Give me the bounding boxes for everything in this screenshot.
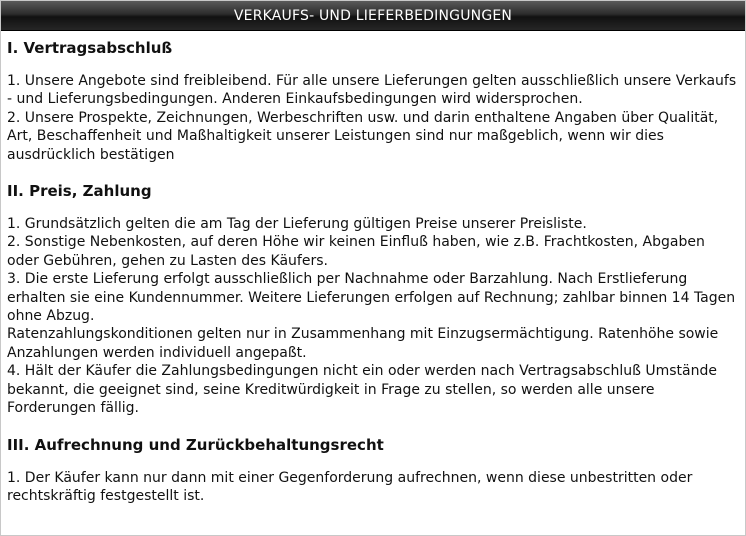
section-spacer <box>7 164 739 182</box>
title-bar <box>1 1 745 31</box>
document-title: VERKAUFS- UND LIEFERBEDINGUNGEN <box>233 7 513 24</box>
paragraph: 2. Sonstige Nebenkosten, auf deren Höhe wir keinen Einfluß haben, wie z.B. Frachtkosten, Abgaben oder Gebühren, gehen zu Lasten des Käufers. <box>7 234 705 269</box>
paragraph: 1. Unsere Angebote sind freibleibend. Für alle unsere Lieferungen gelten ausschließlich unsere Verkaufs - und Lieferungsbedingungen. Anderen Einkaufsbedingungen wird widersprochen. <box>7 73 737 108</box>
section-heading: II. Preis, Zahlung <box>7 182 152 201</box>
section-spacer <box>7 418 739 436</box>
section-aufrechnung <box>7 436 739 506</box>
paragraph: Ratenzahlungskonditionen gelten nur in Zusammenhang mit Einzugsermächtigung. Ratenhöhe sowie Anzahlungen werden individuell angepaßt. <box>7 326 719 361</box>
section-heading: I. Vertragsabschluß <box>7 39 173 57</box>
paragraph: 1. Grundsätzlich gelten die am Tag der Lieferung gültigen Preise unserer Preisliste. <box>7 216 587 233</box>
section-vertragsabschluss <box>7 39 739 164</box>
paragraph: 1. Der Käufer kann nur dann mit einer Gegenforderung aufrechnen, wenn diese unbestritten oder rechtskräftig festgestellt ist. <box>7 469 693 504</box>
paragraph: 3. Die erste Lieferung erfolgt ausschließlich per Nachnahme oder Barzahlung. Nach Erstlieferung erhalten sie eine Kundennummer. Weitere Lieferungen erfolgen auf Rechnung; zahlbar binnen 14 Tagen ohne Abzug. <box>7 271 736 325</box>
section-heading: III. Aufrechnung und Zurückbehaltungsrecht <box>7 435 384 454</box>
paragraph: 2. Unsere Prospekte, Zeichnungen, Werbeschriften usw. und darin enthaltene Angaben über Qualität, Art, Beschaffenheit und Maßhaltigkeit unserer Leistungen sind nur maßgeblich, wenn wir dies ausdrücklich bestätigen <box>7 109 719 163</box>
section-preis-zahlung <box>7 182 739 417</box>
paragraph: 4. Hält der Käufer die Zahlungsbedingungen nicht ein oder werden nach Vertragsabschluß Umstände bekannt, die geeignet sind, seine Kreditwürdigkeit in Frage zu stellen, so werden alle unsere Forderungen fällig. <box>7 363 717 417</box>
document-body <box>1 31 745 505</box>
